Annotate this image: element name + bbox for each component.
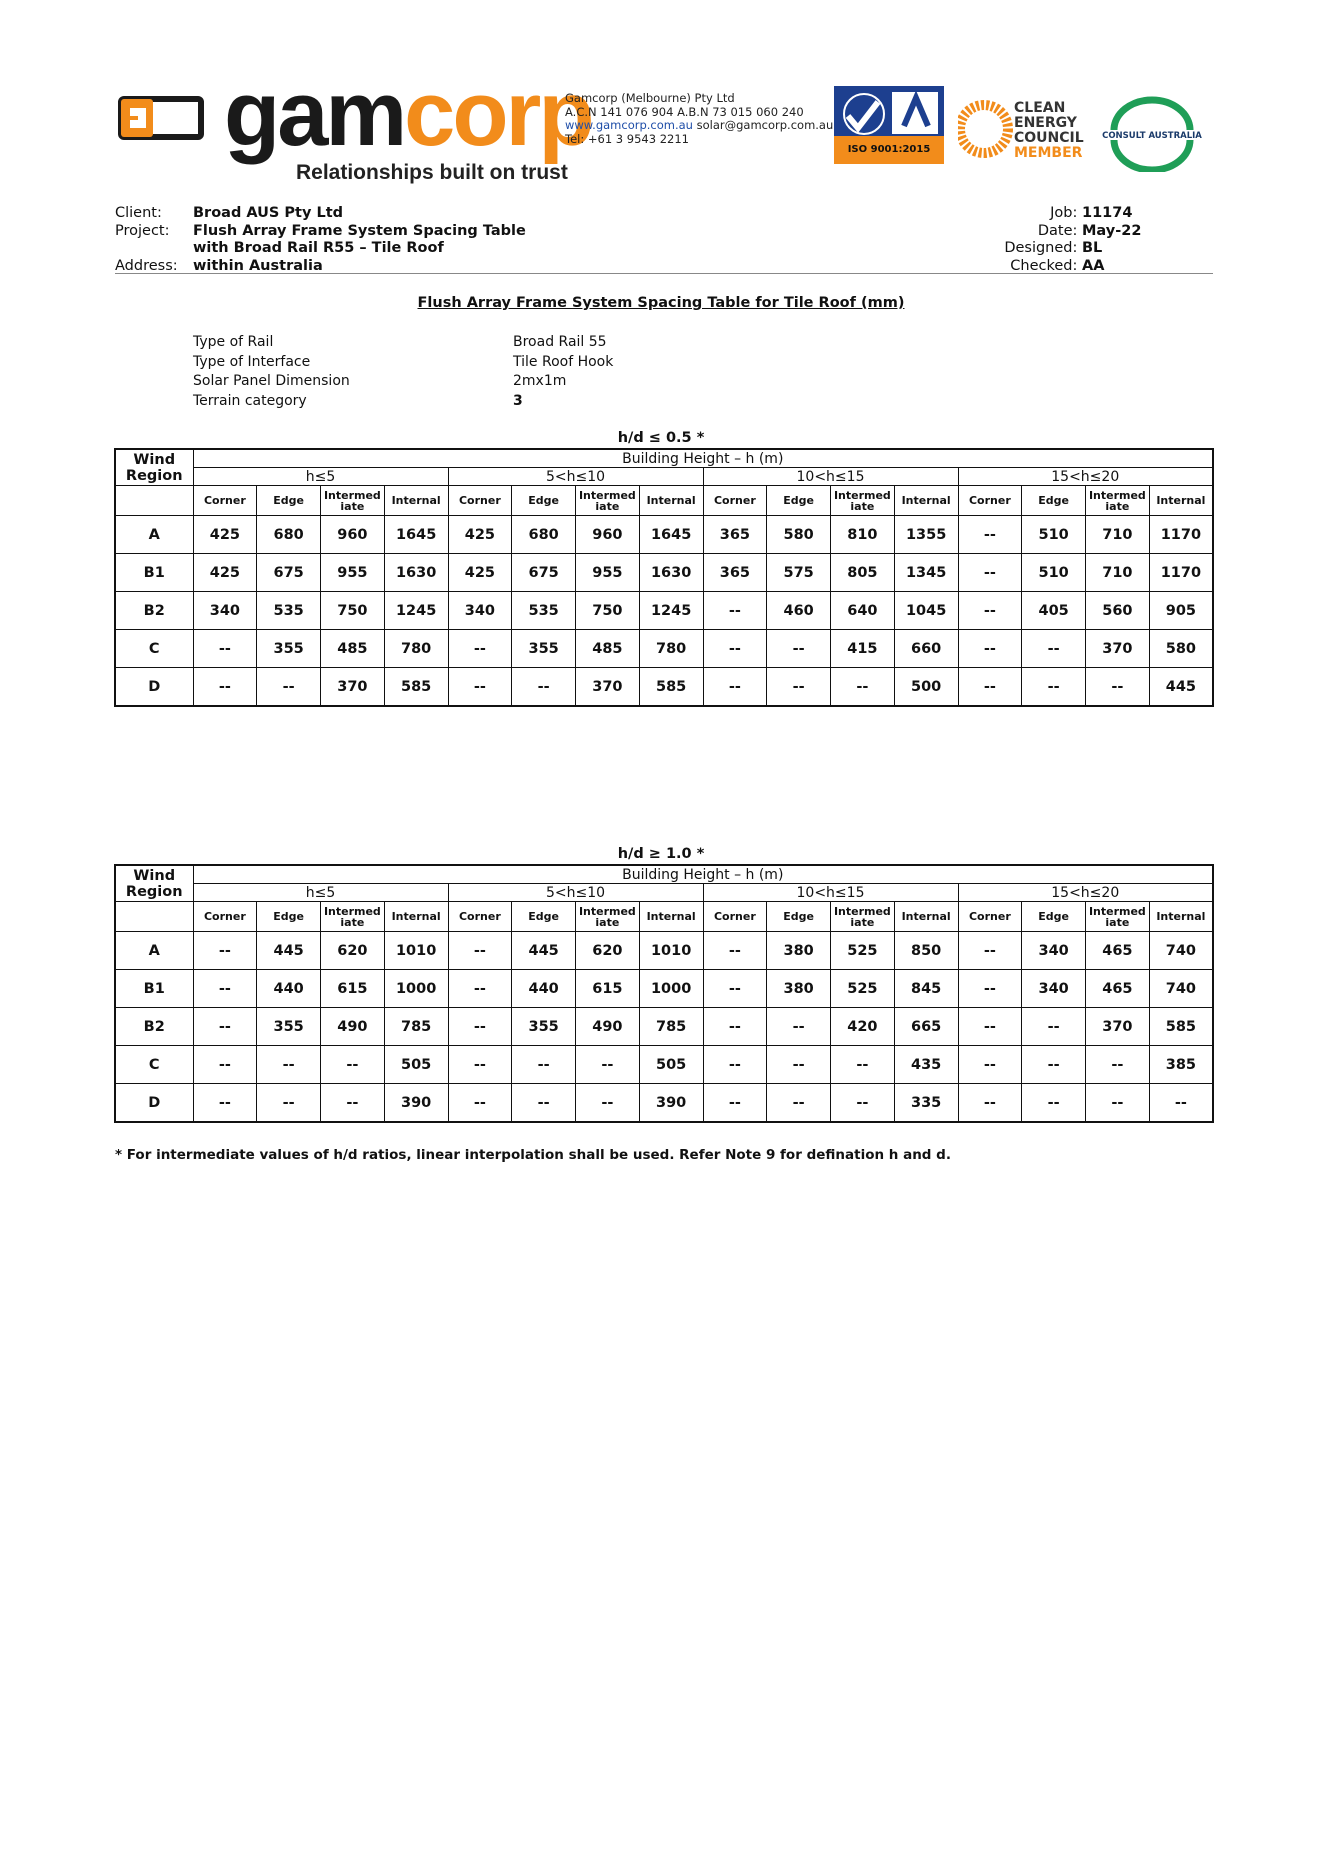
spacing-value-cell: --: [958, 592, 1022, 630]
zone-header: Corner: [448, 486, 512, 516]
spacing-value-cell: --: [767, 1008, 831, 1046]
building-height-header: Building Height – h (m): [193, 449, 1213, 468]
spacing-value-cell: 560: [1086, 592, 1150, 630]
spacing-value-cell: 620: [321, 932, 385, 970]
spacing-value-cell: 525: [831, 932, 895, 970]
spacing-value-cell: 510: [1022, 516, 1086, 554]
svg-text:COUNCIL: COUNCIL: [1014, 130, 1084, 146]
spacing-value-cell: --: [512, 668, 576, 707]
height-range-header: 5<h≤10: [448, 468, 703, 486]
spacing-value-cell: 1170: [1149, 554, 1213, 592]
website-link[interactable]: www.gamcorp.com.au: [565, 118, 693, 132]
checked-by: AA: [1082, 257, 1105, 274]
zone-header: Edge: [1022, 486, 1086, 516]
spacing-value-cell: 1645: [384, 516, 448, 554]
height-range-header: 10<h≤15: [703, 468, 958, 486]
clean-energy-council-badge: [958, 96, 1088, 162]
spacing-value-cell: 845: [894, 970, 958, 1008]
spacing-value-cell: --: [1086, 1084, 1150, 1123]
spacing-value-cell: 435: [894, 1046, 958, 1084]
zone-header: Edge: [512, 902, 576, 932]
spacing-value-cell: 1630: [384, 554, 448, 592]
spacing-value-cell: 490: [321, 1008, 385, 1046]
spacing-value-cell: --: [257, 1084, 321, 1123]
job-number: 11174: [1082, 205, 1133, 221]
spacing-value-cell: 380: [767, 932, 831, 970]
consult-australia-badge: [1102, 96, 1202, 172]
region-cell: B2: [115, 592, 193, 630]
spacing-value-cell: 580: [767, 516, 831, 554]
spacing-value-cell: --: [1022, 1008, 1086, 1046]
zone-header: Internal: [384, 902, 448, 932]
height-range-header: 10<h≤15: [703, 884, 958, 902]
spacing-value-cell: 390: [639, 1084, 703, 1123]
spacing-value-cell: 1245: [639, 592, 703, 630]
spacing-value-cell: 1630: [639, 554, 703, 592]
spacing-value-cell: 370: [1086, 1008, 1150, 1046]
date: May-22: [1082, 222, 1142, 239]
spacing-value-cell: --: [448, 668, 512, 707]
address: within Australia: [193, 257, 323, 274]
zone-header: Corner: [193, 486, 257, 516]
spacing-value-cell: --: [1149, 1084, 1213, 1123]
spacing-value-cell: 340: [1022, 932, 1086, 970]
zone-header: Intermed iate: [1086, 486, 1150, 516]
spacing-value-cell: --: [448, 1046, 512, 1084]
spacing-value-cell: --: [958, 1008, 1022, 1046]
spacing-value-cell: 1245: [384, 592, 448, 630]
zone-header: Internal: [639, 486, 703, 516]
zone-header: Corner: [703, 486, 767, 516]
spacing-value-cell: 440: [257, 970, 321, 1008]
spacing-value-cell: --: [958, 1084, 1022, 1123]
spacing-value-cell: 675: [257, 554, 321, 592]
parameters-list: Type of Rail Broad Rail 55 Type of Interface Tile Roof Hook Solar Panel Dimension 2mx1m Terrain category 3: [193, 334, 614, 409]
spacing-value-cell: 415: [831, 630, 895, 668]
spacing-value-cell: 465: [1086, 932, 1150, 970]
zone-header: Corner: [448, 902, 512, 932]
spacing-value-cell: 500: [894, 668, 958, 707]
spacing-value-cell: --: [767, 668, 831, 707]
spacing-value-cell: 460: [767, 592, 831, 630]
spacing-value-cell: 1345: [894, 554, 958, 592]
table-1-title: h/d ≤ 0.5 *: [617, 430, 705, 446]
spacing-value-cell: --: [193, 668, 257, 707]
spacing-value-cell: 385: [1149, 1046, 1213, 1084]
spacing-value-cell: 750: [576, 592, 640, 630]
gamcorp-logo-text: gamcorp: [224, 63, 592, 165]
spacing-value-cell: 335: [894, 1084, 958, 1123]
spacing-value-cell: --: [767, 1046, 831, 1084]
zone-header: Edge: [512, 486, 576, 516]
spacing-value-cell: --: [831, 1046, 895, 1084]
spacing-value-cell: 780: [384, 630, 448, 668]
spacing-value-cell: --: [193, 1046, 257, 1084]
table-row: [115, 970, 1213, 1008]
designed-by: BL: [1082, 240, 1103, 256]
table-row: [115, 1046, 1213, 1084]
spacing-value-cell: --: [321, 1084, 385, 1123]
spacing-value-cell: --: [958, 630, 1022, 668]
spacing-value-cell: --: [193, 1084, 257, 1123]
spacing-value-cell: 340: [193, 592, 257, 630]
region-cell: D: [115, 1084, 193, 1123]
spacing-value-cell: 420: [831, 1008, 895, 1046]
spacing-value-cell: --: [1086, 668, 1150, 707]
table-row: [115, 932, 1213, 970]
table-row: [115, 630, 1213, 668]
spacing-value-cell: 805: [831, 554, 895, 592]
spacing-value-cell: 525: [831, 970, 895, 1008]
spacing-value-cell: 355: [257, 630, 321, 668]
zone-header: Internal: [639, 902, 703, 932]
spacing-value-cell: --: [703, 1008, 767, 1046]
svg-text:ISO 9001:2015: ISO 9001:2015: [847, 144, 931, 155]
spacing-value-cell: --: [767, 630, 831, 668]
spacing-value-cell: --: [448, 630, 512, 668]
spacing-value-cell: 780: [639, 630, 703, 668]
zone-header: Intermed iate: [321, 486, 385, 516]
spacing-value-cell: 445: [1149, 668, 1213, 707]
zone-header: Corner: [193, 902, 257, 932]
spacing-table-hd-0-5: [114, 448, 1214, 707]
project-info: Client: Broad AUS Pty Ltd Project: Flush Array Frame System Spacing Table with Broad Rail R55 – Tile Roof Address: within Australia: [115, 205, 526, 274]
spacing-value-cell: 425: [193, 516, 257, 554]
spacing-value-cell: 620: [576, 932, 640, 970]
spacing-value-cell: 425: [193, 554, 257, 592]
spacing-value-cell: 390: [384, 1084, 448, 1123]
spacing-value-cell: --: [703, 1084, 767, 1123]
spacing-value-cell: 1355: [894, 516, 958, 554]
spacing-value-cell: --: [703, 592, 767, 630]
spacing-value-cell: 955: [321, 554, 385, 592]
spacing-value-cell: --: [958, 932, 1022, 970]
svg-text:ENERGY: ENERGY: [1014, 115, 1077, 131]
job-info: Job: 11174 Date: May-22 Designed: BL Checked: AA: [1004, 205, 1210, 275]
region-cell: C: [115, 1046, 193, 1084]
height-range-header: 15<h≤20: [958, 468, 1213, 486]
spacing-value-cell: --: [958, 970, 1022, 1008]
spacing-value-cell: --: [576, 1084, 640, 1123]
table-row: [115, 554, 1213, 592]
zone-header: Intermed iate: [831, 902, 895, 932]
spacing-value-cell: 680: [512, 516, 576, 554]
spacing-value-cell: 750: [321, 592, 385, 630]
spacing-value-cell: 370: [576, 668, 640, 707]
spacing-value-cell: 710: [1086, 516, 1150, 554]
spacing-value-cell: 445: [257, 932, 321, 970]
spacing-value-cell: --: [703, 630, 767, 668]
spacing-value-cell: 1170: [1149, 516, 1213, 554]
spacing-value-cell: --: [1022, 1084, 1086, 1123]
table-row: [115, 1084, 1213, 1123]
zone-header: Internal: [1149, 486, 1213, 516]
spacing-value-cell: 810: [831, 516, 895, 554]
wind-region-header: Wind Region: [115, 865, 193, 902]
spacing-value-cell: 740: [1149, 970, 1213, 1008]
region-cell: D: [115, 668, 193, 707]
spacing-value-cell: 640: [831, 592, 895, 630]
spacing-value-cell: 1010: [639, 932, 703, 970]
project-name-line2: with Broad Rail R55 – Tile Roof: [193, 240, 444, 256]
spacing-value-cell: 440: [512, 970, 576, 1008]
zone-header: Internal: [894, 902, 958, 932]
spacing-value-cell: 960: [321, 516, 385, 554]
spacing-value-cell: 505: [384, 1046, 448, 1084]
spacing-table-hd-1-0: [114, 864, 1214, 1123]
spacing-value-cell: 740: [1149, 932, 1213, 970]
region-cell: B2: [115, 1008, 193, 1046]
spacing-value-cell: --: [767, 1084, 831, 1123]
spacing-value-cell: --: [958, 668, 1022, 707]
spacing-value-cell: --: [703, 970, 767, 1008]
spacing-value-cell: 490: [576, 1008, 640, 1046]
spacing-value-cell: --: [448, 932, 512, 970]
svg-text:CLEAN: CLEAN: [1014, 100, 1066, 116]
spacing-value-cell: 380: [767, 970, 831, 1008]
table-row: [115, 592, 1213, 630]
spacing-value-cell: 960: [576, 516, 640, 554]
iso-certification-badge: [834, 86, 944, 164]
zone-header: Corner: [958, 902, 1022, 932]
building-height-header: Building Height – h (m): [193, 865, 1213, 884]
region-cell: C: [115, 630, 193, 668]
spacing-value-cell: --: [257, 668, 321, 707]
email-text: solar@gamcorp.com.au: [696, 118, 834, 132]
spacing-value-cell: 850: [894, 932, 958, 970]
zone-header: Intermed iate: [1086, 902, 1150, 932]
spacing-value-cell: --: [193, 932, 257, 970]
spacing-value-cell: 370: [321, 668, 385, 707]
spacing-value-cell: 355: [512, 1008, 576, 1046]
table-row: [115, 516, 1213, 554]
table-row: [115, 668, 1213, 707]
spacing-value-cell: 585: [384, 668, 448, 707]
spacing-value-cell: 485: [576, 630, 640, 668]
spacing-value-cell: 355: [257, 1008, 321, 1046]
footnote: * For intermediate values of h/d ratios, linear interpolation shall be used. Refer Note 9 for defination h and d.: [115, 1147, 951, 1163]
spacing-value-cell: 575: [767, 554, 831, 592]
zone-header: Edge: [257, 902, 321, 932]
spacing-value-cell: 425: [448, 516, 512, 554]
zone-header: Corner: [703, 902, 767, 932]
spacing-value-cell: --: [831, 1084, 895, 1123]
spacing-value-cell: --: [831, 668, 895, 707]
height-range-header: 15<h≤20: [958, 884, 1213, 902]
height-range-header: 5<h≤10: [448, 884, 703, 902]
svg-text:CONSULT AUSTRALIA: CONSULT AUSTRALIA: [1102, 131, 1202, 141]
wind-region-header: Wind Region: [115, 449, 193, 486]
spacing-value-cell: 340: [448, 592, 512, 630]
client-name: Broad AUS Pty Ltd: [193, 205, 344, 221]
spacing-value-cell: --: [512, 1046, 576, 1084]
spacing-value-cell: --: [193, 970, 257, 1008]
height-range-header: h≤5: [193, 884, 448, 902]
spacing-value-cell: 615: [321, 970, 385, 1008]
spacing-value-cell: --: [703, 932, 767, 970]
spacing-value-cell: 340: [1022, 970, 1086, 1008]
zone-header: Intermed iate: [576, 902, 640, 932]
tagline: Relationships built on trust: [296, 161, 568, 184]
spacing-value-cell: --: [958, 554, 1022, 592]
zone-header: Edge: [257, 486, 321, 516]
spacing-value-cell: 465: [1086, 970, 1150, 1008]
spacing-value-cell: 425: [448, 554, 512, 592]
spacing-value-cell: 905: [1149, 592, 1213, 630]
spacing-value-cell: --: [703, 1046, 767, 1084]
spacing-value-cell: 675: [512, 554, 576, 592]
region-cell: B1: [115, 970, 193, 1008]
spacing-value-cell: 1010: [384, 932, 448, 970]
spacing-value-cell: --: [193, 630, 257, 668]
spacing-value-cell: 1000: [639, 970, 703, 1008]
zone-header: Intermed iate: [321, 902, 385, 932]
spacing-value-cell: 535: [257, 592, 321, 630]
region-cell: A: [115, 932, 193, 970]
project-name-line1: Flush Array Frame System Spacing Table: [193, 222, 526, 239]
spacing-value-cell: --: [958, 1046, 1022, 1084]
spacing-value-cell: 710: [1086, 554, 1150, 592]
company-details: Gamcorp (Melbourne) Pty Ltd A.C.N 141 076 904 A.B.N 73 015 060 240 www.gamcorp.com.au solar@gamcorp.com.au Tel: +61 3 9543 2211: [565, 91, 834, 146]
zone-header: Corner: [958, 486, 1022, 516]
zone-header: Internal: [384, 486, 448, 516]
spacing-value-cell: --: [448, 970, 512, 1008]
spacing-value-cell: 405: [1022, 592, 1086, 630]
spacing-value-cell: 485: [321, 630, 385, 668]
page-title: Flush Array Frame System Spacing Table for Tile Roof (mm): [417, 295, 905, 311]
spacing-value-cell: --: [1022, 1046, 1086, 1084]
zone-header: Intermed iate: [576, 486, 640, 516]
zone-header: Edge: [767, 902, 831, 932]
spacing-value-cell: --: [1022, 668, 1086, 707]
spacing-value-cell: --: [193, 1008, 257, 1046]
spacing-value-cell: 955: [576, 554, 640, 592]
spacing-value-cell: --: [703, 668, 767, 707]
region-cell: B1: [115, 554, 193, 592]
height-range-header: h≤5: [193, 468, 448, 486]
table-row: [115, 1008, 1213, 1046]
spacing-value-cell: 365: [703, 554, 767, 592]
header-divider: [115, 273, 1213, 274]
spacing-value-cell: 660: [894, 630, 958, 668]
spacing-value-cell: 585: [639, 668, 703, 707]
spacing-value-cell: 505: [639, 1046, 703, 1084]
spacing-value-cell: 580: [1149, 630, 1213, 668]
spacing-value-cell: --: [1086, 1046, 1150, 1084]
spacing-value-cell: 615: [576, 970, 640, 1008]
spacing-value-cell: 510: [1022, 554, 1086, 592]
spacing-value-cell: 365: [703, 516, 767, 554]
spacing-value-cell: 665: [894, 1008, 958, 1046]
spacing-value-cell: 355: [512, 630, 576, 668]
spacing-value-cell: 1045: [894, 592, 958, 630]
spacing-value-cell: --: [1022, 630, 1086, 668]
zone-header: Edge: [767, 486, 831, 516]
spacing-value-cell: --: [257, 1046, 321, 1084]
table-2-title: h/d ≥ 1.0 *: [617, 846, 705, 862]
zone-header: Internal: [1149, 902, 1213, 932]
svg-text:MEMBER: MEMBER: [1014, 145, 1083, 161]
spacing-value-cell: --: [576, 1046, 640, 1084]
spacing-value-cell: --: [448, 1084, 512, 1123]
spacing-value-cell: 370: [1086, 630, 1150, 668]
region-cell: A: [115, 516, 193, 554]
spacing-value-cell: --: [512, 1084, 576, 1123]
spacing-value-cell: --: [958, 516, 1022, 554]
spacing-value-cell: 1000: [384, 970, 448, 1008]
spacing-value-cell: 785: [384, 1008, 448, 1046]
spacing-value-cell: --: [448, 1008, 512, 1046]
spacing-value-cell: 535: [512, 592, 576, 630]
spacing-value-cell: 445: [512, 932, 576, 970]
spacing-value-cell: --: [321, 1046, 385, 1084]
spacing-value-cell: 785: [639, 1008, 703, 1046]
spacing-value-cell: 585: [1149, 1008, 1213, 1046]
spacing-value-cell: 680: [257, 516, 321, 554]
zone-header: Internal: [894, 486, 958, 516]
spacing-value-cell: 1645: [639, 516, 703, 554]
zone-header: Edge: [1022, 902, 1086, 932]
gamcorp-logo-icon: [118, 96, 204, 140]
zone-header: Intermed iate: [831, 486, 895, 516]
